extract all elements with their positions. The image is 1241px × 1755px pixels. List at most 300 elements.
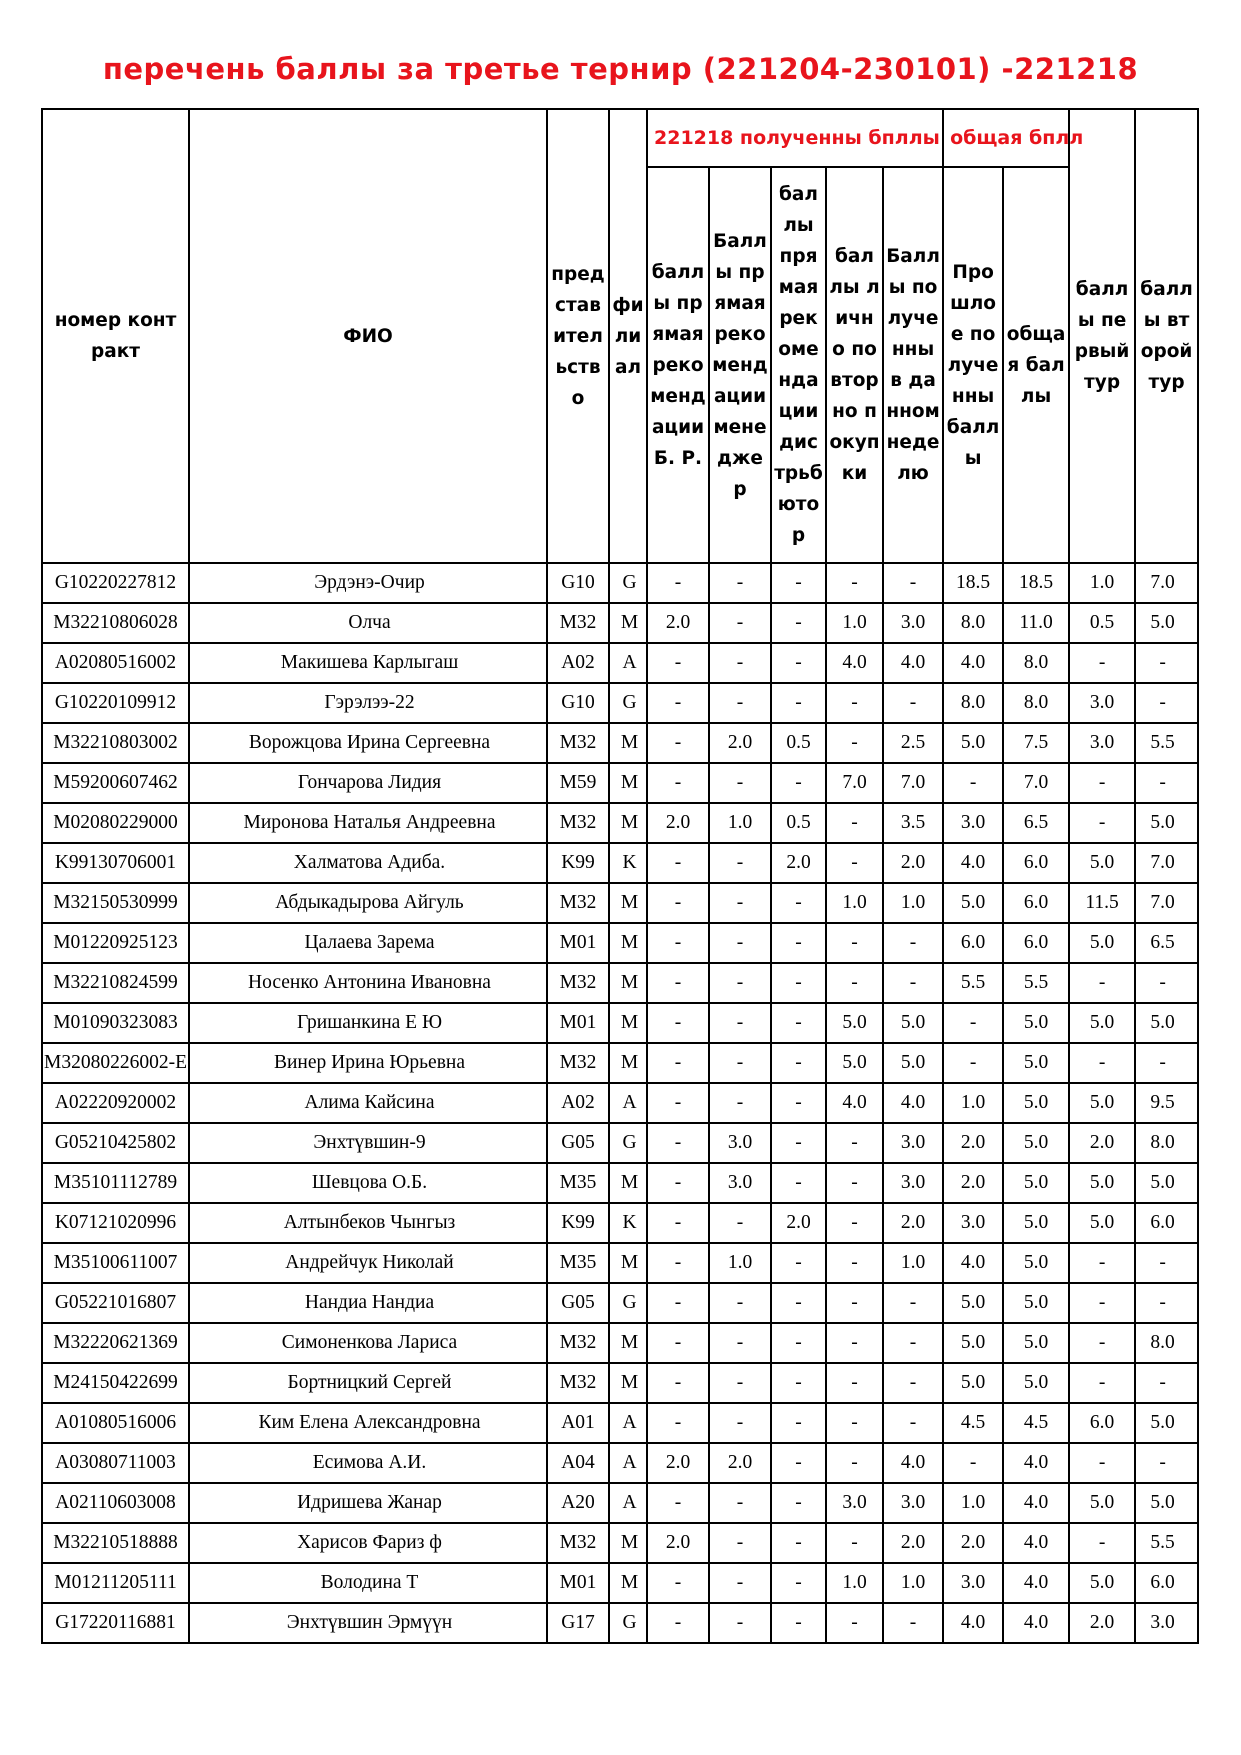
header-received-week: Баллы полученны в данном неделю: [883, 167, 943, 563]
cell-direct-manager: 3.0: [709, 1163, 771, 1203]
cell-total: 5.5: [1003, 963, 1069, 1003]
cell-personal-repeat: -: [826, 1603, 883, 1643]
cell-received-week: 2.0: [883, 1203, 943, 1243]
cell-prev-received: 5.0: [943, 1363, 1003, 1403]
cell-prev-received: 5.0: [943, 1283, 1003, 1323]
cell-direct-distributor: -: [771, 1163, 826, 1203]
header-rep: представительство: [547, 109, 609, 563]
table-body: [42, 563, 1198, 1643]
cell-first-round: 5.0: [1069, 843, 1135, 883]
cell-direct-br: 2.0: [647, 1443, 709, 1483]
cell-personal-repeat: -: [826, 1523, 883, 1563]
cell-prev-received: 8.0: [943, 603, 1003, 643]
cell-received-week: 4.0: [883, 1443, 943, 1483]
cell-direct-distributor: -: [771, 1283, 826, 1323]
cell-second-round: 7.0: [1135, 843, 1198, 883]
cell-branch: M: [609, 1163, 647, 1203]
cell-direct-distributor: 2.0: [771, 843, 826, 883]
table-row: [42, 1403, 1198, 1443]
cell-direct-br: -: [647, 1083, 709, 1123]
cell-received-week: 1.0: [883, 1563, 943, 1603]
cell-total: 5.0: [1003, 1363, 1069, 1403]
cell-direct-br: -: [647, 963, 709, 1003]
table-row: [42, 843, 1198, 883]
cell-personal-repeat: -: [826, 683, 883, 723]
cell-total: 5.0: [1003, 1123, 1069, 1163]
cell-name: Алтынбеков Чынгыз: [189, 1203, 547, 1243]
cell-personal-repeat: -: [826, 923, 883, 963]
cell-prev-received: 3.0: [943, 1563, 1003, 1603]
header-personal-repeat: баллы лично повторно покупки: [826, 167, 883, 563]
cell-second-round: 7.0: [1135, 563, 1198, 603]
cell-direct-manager: -: [709, 683, 771, 723]
cell-received-week: 3.0: [883, 1163, 943, 1203]
cell-direct-manager: 1.0: [709, 1243, 771, 1283]
cell-total: 5.0: [1003, 1323, 1069, 1363]
table-row: [42, 1443, 1198, 1483]
cell-branch: G: [609, 563, 647, 603]
cell-first-round: 2.0: [1069, 1603, 1135, 1643]
cell-direct-distributor: -: [771, 1483, 826, 1523]
cell-received-week: 2.0: [883, 843, 943, 883]
table-row: [42, 963, 1198, 1003]
cell-personal-repeat: -: [826, 1123, 883, 1163]
cell-branch: M: [609, 1003, 647, 1043]
cell-personal-repeat: -: [826, 1283, 883, 1323]
table-row: [42, 1523, 1198, 1563]
table-row: [42, 1043, 1198, 1083]
header-direct-distributor: баллы прямая рекомендации дистрьбютор: [771, 167, 826, 563]
cell-prev-received: -: [943, 1443, 1003, 1483]
cell-branch: M: [609, 803, 647, 843]
cell-second-round: 6.0: [1135, 1563, 1198, 1603]
cell-total: 5.0: [1003, 1043, 1069, 1083]
cell-contract: G10220109912: [42, 683, 189, 723]
cell-received-week: -: [883, 923, 943, 963]
cell-received-week: -: [883, 1403, 943, 1443]
cell-name: Эрдэнэ-Очир: [189, 563, 547, 603]
cell-direct-br: -: [647, 883, 709, 923]
cell-contract: M02080229000: [42, 803, 189, 843]
table-row: [42, 923, 1198, 963]
cell-received-week: -: [883, 1283, 943, 1323]
cell-direct-distributor: -: [771, 1243, 826, 1283]
cell-direct-br: 2.0: [647, 603, 709, 643]
cell-name: Миронова Наталья Андреевна: [189, 803, 547, 843]
cell-received-week: 3.5: [883, 803, 943, 843]
cell-direct-manager: -: [709, 1363, 771, 1403]
cell-contract: A03080711003: [42, 1443, 189, 1483]
cell-second-round: 6.5: [1135, 923, 1198, 963]
cell-direct-distributor: -: [771, 1123, 826, 1163]
cell-name: Харисов Фариз ф: [189, 1523, 547, 1563]
cell-first-round: 5.0: [1069, 1003, 1135, 1043]
cell-direct-manager: -: [709, 923, 771, 963]
cell-second-round: 8.0: [1135, 1323, 1198, 1363]
cell-prev-received: 4.5: [943, 1403, 1003, 1443]
cell-direct-manager: -: [709, 1003, 771, 1043]
cell-prev-received: 5.0: [943, 883, 1003, 923]
cell-direct-distributor: 2.0: [771, 1203, 826, 1243]
header-direct-br: баллы прямая рекомендации Б. Р.: [647, 167, 709, 563]
cell-rep: M32: [547, 723, 609, 763]
cell-first-round: -: [1069, 1323, 1135, 1363]
cell-personal-repeat: 5.0: [826, 1043, 883, 1083]
cell-branch: G: [609, 683, 647, 723]
cell-first-round: -: [1069, 803, 1135, 843]
cell-branch: M: [609, 883, 647, 923]
cell-first-round: -: [1069, 1523, 1135, 1563]
cell-prev-received: 2.0: [943, 1163, 1003, 1203]
cell-received-week: -: [883, 1603, 943, 1643]
cell-branch: G: [609, 1123, 647, 1163]
cell-total: 5.0: [1003, 1163, 1069, 1203]
cell-direct-manager: -: [709, 1323, 771, 1363]
cell-first-round: -: [1069, 1363, 1135, 1403]
cell-total: 6.0: [1003, 923, 1069, 963]
header-contract: номер контракт: [42, 109, 189, 563]
cell-direct-distributor: -: [771, 643, 826, 683]
cell-rep: K99: [547, 843, 609, 883]
cell-branch: M: [609, 1043, 647, 1083]
cell-second-round: -: [1135, 1043, 1198, 1083]
cell-second-round: 5.0: [1135, 1483, 1198, 1523]
cell-second-round: 8.0: [1135, 1123, 1198, 1163]
cell-rep: M01: [547, 1563, 609, 1603]
cell-total: 4.0: [1003, 1603, 1069, 1643]
header-group-total: общая бплл: [943, 109, 1069, 167]
cell-personal-repeat: -: [826, 1403, 883, 1443]
cell-name: Энхтүвшин-9: [189, 1123, 547, 1163]
table-row: [42, 1083, 1198, 1123]
cell-direct-br: -: [647, 1323, 709, 1363]
cell-name: Цалаева Зарема: [189, 923, 547, 963]
cell-second-round: 3.0: [1135, 1603, 1198, 1643]
cell-direct-br: -: [647, 1403, 709, 1443]
cell-direct-br: -: [647, 1243, 709, 1283]
cell-contract: M32210824599: [42, 963, 189, 1003]
cell-second-round: 6.0: [1135, 1203, 1198, 1243]
cell-direct-br: -: [647, 723, 709, 763]
cell-rep: A02: [547, 1083, 609, 1123]
cell-name: Идришева Жанар: [189, 1483, 547, 1523]
cell-contract: G05221016807: [42, 1283, 189, 1323]
cell-direct-br: -: [647, 1163, 709, 1203]
cell-prev-received: 6.0: [943, 923, 1003, 963]
cell-contract: M35101112789: [42, 1163, 189, 1203]
cell-direct-br: -: [647, 1603, 709, 1643]
header-group-received: 221218 полученны бпллы: [647, 109, 943, 167]
cell-direct-manager: 1.0: [709, 803, 771, 843]
cell-first-round: 5.0: [1069, 1163, 1135, 1203]
cell-name: Винер Ирина Юрьевна: [189, 1043, 547, 1083]
cell-prev-received: 1.0: [943, 1083, 1003, 1123]
cell-prev-received: 5.0: [943, 1323, 1003, 1363]
cell-contract: G10220227812: [42, 563, 189, 603]
cell-second-round: -: [1135, 763, 1198, 803]
cell-rep: G05: [547, 1123, 609, 1163]
cell-received-week: 4.0: [883, 643, 943, 683]
cell-second-round: 5.5: [1135, 1523, 1198, 1563]
cell-received-week: -: [883, 683, 943, 723]
cell-rep: M32: [547, 1323, 609, 1363]
cell-received-week: -: [883, 1363, 943, 1403]
cell-direct-manager: 3.0: [709, 1123, 771, 1163]
cell-direct-br: -: [647, 1123, 709, 1163]
cell-first-round: 2.0: [1069, 1123, 1135, 1163]
header-first-round: баллы первый тур: [1069, 109, 1135, 563]
cell-direct-distributor: -: [771, 1083, 826, 1123]
cell-direct-distributor: -: [771, 963, 826, 1003]
cell-prev-received: 2.0: [943, 1123, 1003, 1163]
scores-table: [41, 108, 1199, 1644]
cell-prev-received: 3.0: [943, 1203, 1003, 1243]
cell-total: 5.0: [1003, 1283, 1069, 1323]
cell-direct-distributor: -: [771, 563, 826, 603]
cell-rep: A04: [547, 1443, 609, 1483]
cell-rep: G17: [547, 1603, 609, 1643]
cell-second-round: 9.5: [1135, 1083, 1198, 1123]
cell-direct-manager: -: [709, 1483, 771, 1523]
cell-rep: G10: [547, 683, 609, 723]
cell-direct-br: -: [647, 1483, 709, 1523]
cell-contract: M32220621369: [42, 1323, 189, 1363]
cell-received-week: 5.0: [883, 1003, 943, 1043]
cell-branch: K: [609, 1203, 647, 1243]
cell-name: Ким Елена Александровна: [189, 1403, 547, 1443]
cell-prev-received: 1.0: [943, 1483, 1003, 1523]
cell-second-round: -: [1135, 1443, 1198, 1483]
cell-direct-manager: -: [709, 1523, 771, 1563]
cell-contract: K99130706001: [42, 843, 189, 883]
cell-contract: A01080516006: [42, 1403, 189, 1443]
cell-contract: A02080516002: [42, 643, 189, 683]
cell-total: 8.0: [1003, 643, 1069, 683]
cell-total: 7.0: [1003, 763, 1069, 803]
cell-branch: M: [609, 603, 647, 643]
cell-received-week: -: [883, 963, 943, 1003]
cell-received-week: 2.0: [883, 1523, 943, 1563]
cell-direct-distributor: 0.5: [771, 723, 826, 763]
table-row: [42, 683, 1198, 723]
cell-first-round: -: [1069, 643, 1135, 683]
cell-rep: M35: [547, 1163, 609, 1203]
cell-branch: K: [609, 843, 647, 883]
cell-second-round: 5.5: [1135, 723, 1198, 763]
cell-personal-repeat: 4.0: [826, 1083, 883, 1123]
cell-prev-received: 4.0: [943, 1603, 1003, 1643]
cell-name: Абдыкадырова Айгуль: [189, 883, 547, 923]
cell-first-round: 11.5: [1069, 883, 1135, 923]
cell-second-round: -: [1135, 1243, 1198, 1283]
cell-direct-br: -: [647, 1043, 709, 1083]
cell-total: 4.0: [1003, 1443, 1069, 1483]
cell-rep: A20: [547, 1483, 609, 1523]
cell-total: 11.0: [1003, 603, 1069, 643]
cell-direct-distributor: -: [771, 683, 826, 723]
cell-received-week: 4.0: [883, 1083, 943, 1123]
table-row: [42, 603, 1198, 643]
cell-direct-distributor: 0.5: [771, 803, 826, 843]
cell-direct-distributor: -: [771, 1603, 826, 1643]
cell-first-round: -: [1069, 1443, 1135, 1483]
table-row: [42, 803, 1198, 843]
table-row: [42, 1563, 1198, 1603]
cell-direct-manager: -: [709, 603, 771, 643]
cell-branch: M: [609, 1243, 647, 1283]
cell-second-round: 5.0: [1135, 603, 1198, 643]
cell-received-week: 1.0: [883, 1243, 943, 1283]
cell-direct-br: -: [647, 1563, 709, 1603]
cell-direct-manager: 2.0: [709, 723, 771, 763]
cell-rep: M32: [547, 1043, 609, 1083]
cell-contract: M32210518888: [42, 1523, 189, 1563]
cell-rep: M01: [547, 923, 609, 963]
cell-branch: G: [609, 1283, 647, 1323]
cell-direct-br: -: [647, 683, 709, 723]
cell-name: Олча: [189, 603, 547, 643]
cell-branch: M: [609, 1363, 647, 1403]
cell-direct-br: -: [647, 763, 709, 803]
cell-contract: A02110603008: [42, 1483, 189, 1523]
cell-prev-received: 2.0: [943, 1523, 1003, 1563]
cell-rep: M32: [547, 603, 609, 643]
cell-direct-distributor: -: [771, 1563, 826, 1603]
cell-prev-received: 5.5: [943, 963, 1003, 1003]
header-name: ФИО: [189, 109, 547, 563]
cell-direct-br: -: [647, 923, 709, 963]
table-row: [42, 1603, 1198, 1643]
table-row: [42, 1203, 1198, 1243]
cell-name: Есимова А.И.: [189, 1443, 547, 1483]
cell-rep: M32: [547, 1523, 609, 1563]
table-row: [42, 723, 1198, 763]
cell-second-round: -: [1135, 1363, 1198, 1403]
cell-contract: K07121020996: [42, 1203, 189, 1243]
cell-direct-distributor: -: [771, 1363, 826, 1403]
cell-name: Шевцова О.Б.: [189, 1163, 547, 1203]
cell-personal-repeat: -: [826, 1443, 883, 1483]
cell-prev-received: -: [943, 1043, 1003, 1083]
cell-contract: A02220920002: [42, 1083, 189, 1123]
cell-personal-repeat: 7.0: [826, 763, 883, 803]
table-row: [42, 883, 1198, 923]
cell-direct-br: 2.0: [647, 1523, 709, 1563]
cell-branch: A: [609, 1483, 647, 1523]
cell-direct-br: -: [647, 1003, 709, 1043]
cell-total: 6.0: [1003, 843, 1069, 883]
cell-total: 8.0: [1003, 683, 1069, 723]
cell-prev-received: 5.0: [943, 723, 1003, 763]
header-branch: филиал: [609, 109, 647, 563]
cell-total: 4.0: [1003, 1483, 1069, 1523]
cell-personal-repeat: 3.0: [826, 1483, 883, 1523]
table-row: [42, 1163, 1198, 1203]
cell-first-round: 5.0: [1069, 923, 1135, 963]
cell-direct-manager: 2.0: [709, 1443, 771, 1483]
cell-first-round: 5.0: [1069, 1563, 1135, 1603]
cell-rep: M01: [547, 1003, 609, 1043]
cell-personal-repeat: -: [826, 1323, 883, 1363]
cell-contract: M32150530999: [42, 883, 189, 923]
cell-first-round: 6.0: [1069, 1403, 1135, 1443]
cell-second-round: -: [1135, 683, 1198, 723]
cell-personal-repeat: 1.0: [826, 603, 883, 643]
cell-total: 4.5: [1003, 1403, 1069, 1443]
cell-first-round: -: [1069, 763, 1135, 803]
cell-rep: M32: [547, 963, 609, 1003]
cell-name: Гришанкина Е Ю: [189, 1003, 547, 1043]
cell-first-round: 5.0: [1069, 1203, 1135, 1243]
cell-personal-repeat: -: [826, 963, 883, 1003]
cell-prev-received: -: [943, 763, 1003, 803]
cell-direct-manager: -: [709, 1043, 771, 1083]
cell-first-round: -: [1069, 1283, 1135, 1323]
cell-second-round: 7.0: [1135, 883, 1198, 923]
cell-received-week: 1.0: [883, 883, 943, 923]
cell-personal-repeat: -: [826, 723, 883, 763]
cell-first-round: 5.0: [1069, 1083, 1135, 1123]
cell-prev-received: 4.0: [943, 843, 1003, 883]
cell-direct-manager: -: [709, 1083, 771, 1123]
cell-direct-br: 2.0: [647, 803, 709, 843]
cell-personal-repeat: -: [826, 1243, 883, 1283]
cell-name: Гончарова Лидия: [189, 763, 547, 803]
cell-received-week: 5.0: [883, 1043, 943, 1083]
cell-name: Симоненкова Лариса: [189, 1323, 547, 1363]
cell-direct-distributor: -: [771, 1003, 826, 1043]
header-second-round: баллы второй тур: [1135, 109, 1198, 563]
cell-contract: M24150422699: [42, 1363, 189, 1403]
cell-received-week: 2.5: [883, 723, 943, 763]
cell-total: 6.0: [1003, 883, 1069, 923]
table-row: [42, 1483, 1198, 1523]
cell-branch: A: [609, 1403, 647, 1443]
cell-received-week: 3.0: [883, 603, 943, 643]
cell-personal-repeat: -: [826, 843, 883, 883]
cell-first-round: 1.0: [1069, 563, 1135, 603]
cell-first-round: 0.5: [1069, 603, 1135, 643]
cell-second-round: 5.0: [1135, 1163, 1198, 1203]
cell-direct-distributor: -: [771, 1323, 826, 1363]
cell-direct-distributor: -: [771, 1523, 826, 1563]
cell-first-round: 3.0: [1069, 683, 1135, 723]
cell-branch: M: [609, 1323, 647, 1363]
cell-contract: M32210806028: [42, 603, 189, 643]
header-prev-received: Прошлое полученны баллы: [943, 167, 1003, 563]
cell-name: Бортницкий Сергей: [189, 1363, 547, 1403]
cell-total: 5.0: [1003, 1243, 1069, 1283]
table-row: [42, 1283, 1198, 1323]
cell-branch: M: [609, 923, 647, 963]
cell-received-week: -: [883, 1323, 943, 1363]
cell-second-round: 5.0: [1135, 1003, 1198, 1043]
cell-branch: G: [609, 1603, 647, 1643]
cell-personal-repeat: -: [826, 563, 883, 603]
cell-branch: A: [609, 1083, 647, 1123]
cell-direct-distributor: -: [771, 603, 826, 643]
cell-branch: M: [609, 963, 647, 1003]
cell-rep: M32: [547, 803, 609, 843]
cell-name: Носенко Антонина Ивановна: [189, 963, 547, 1003]
header-total: общая баллы: [1003, 167, 1069, 563]
cell-prev-received: 4.0: [943, 1243, 1003, 1283]
cell-contract: M32210803002: [42, 723, 189, 763]
cell-direct-manager: -: [709, 1403, 771, 1443]
cell-total: 4.0: [1003, 1563, 1069, 1603]
cell-personal-repeat: -: [826, 1203, 883, 1243]
cell-received-week: 3.0: [883, 1483, 943, 1523]
